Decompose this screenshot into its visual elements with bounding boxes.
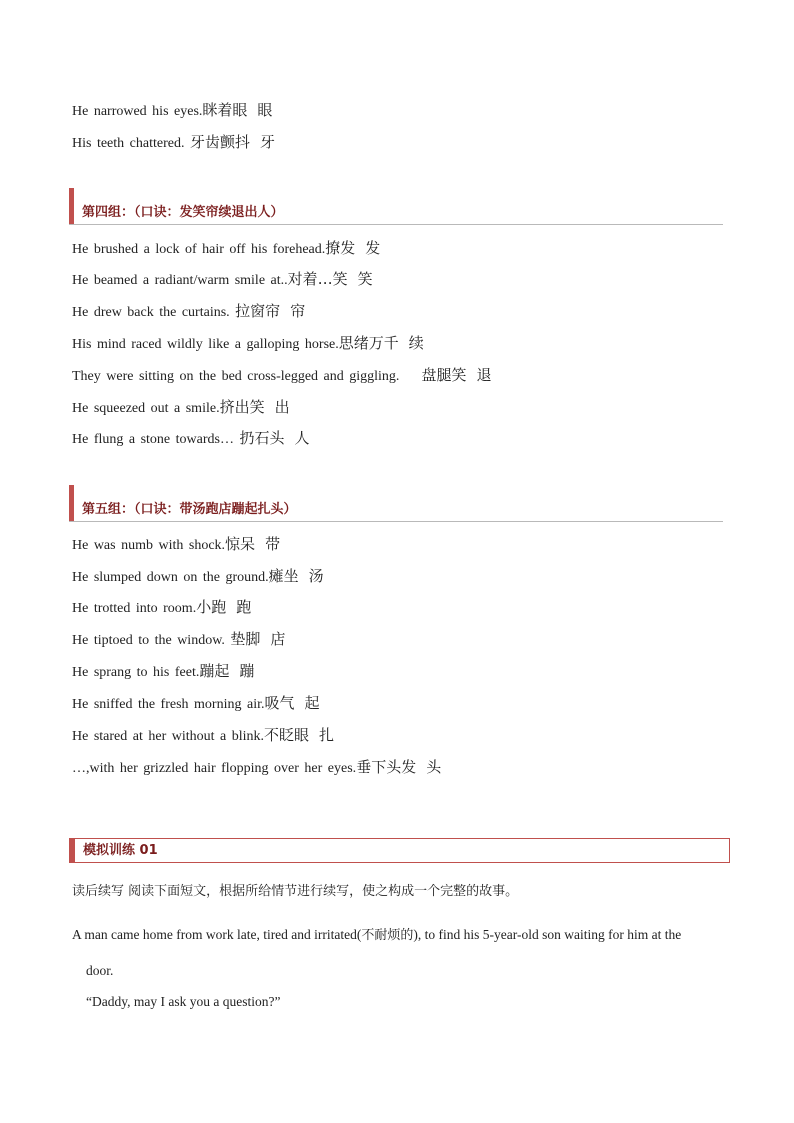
training-instruction: 读后续写 阅读下面短文，根据所给情节进行续写，使之构成一个完整的故事。 xyxy=(72,884,519,899)
sentence-key: 牙 xyxy=(259,133,275,151)
sentence-en: He sniffed the fresh morning air. xyxy=(72,697,265,712)
sentence-line xyxy=(72,597,251,619)
sentence-line xyxy=(72,132,275,154)
story-line: door. xyxy=(86,963,114,978)
sentence-cn: 小跑 xyxy=(196,598,227,616)
group4-title: 第四组：（口诀：发笑帘续退出人） xyxy=(82,205,284,220)
sentence-cn: 吸气 xyxy=(264,694,295,712)
sentence-cn: 撩发 xyxy=(325,239,356,257)
story-text: ), to find his 5-year-old son waiting for him at the xyxy=(413,927,682,942)
sentence-en: His teeth chattered. xyxy=(72,136,185,151)
story-gloss: 不耐烦的 xyxy=(361,928,414,943)
sentence-en: They were sitting on the bed cross-legged and giggling. xyxy=(72,369,400,384)
accent-bar xyxy=(70,839,75,862)
sentence-line xyxy=(72,333,424,355)
sentence-line xyxy=(72,365,491,387)
sentence-key: 笑 xyxy=(357,270,373,288)
sentence-en: He flung a stone towards… xyxy=(72,432,234,447)
sentence-en: His mind raced wildly like a galloping horse. xyxy=(72,337,339,352)
sentence-line xyxy=(72,100,272,122)
sentence-key: 起 xyxy=(304,694,320,712)
sentence-cn: 垂下头发 xyxy=(356,758,417,776)
sentence-cn: 不眨眼 xyxy=(264,726,310,744)
sentence-line xyxy=(72,301,305,323)
sentence-cn: 瘫坐 xyxy=(268,567,299,585)
accent-bar xyxy=(69,188,74,224)
sentence-cn: 对着…笑 xyxy=(287,270,348,288)
sentence-en: He stared at her without a blink. xyxy=(72,729,265,744)
group4-header xyxy=(69,188,723,225)
sentence-en: He squeezed out a smile. xyxy=(72,401,220,416)
sentence-key: 退 xyxy=(476,366,492,384)
sentence-line xyxy=(72,428,310,450)
story-quote: “Daddy, may I ask you a question?” xyxy=(86,994,281,1009)
sentence-en: He tiptoed to the window. xyxy=(72,633,225,648)
sentence-en: He was numb with shock. xyxy=(72,538,226,553)
sentence-cn: 眯着眼 xyxy=(202,101,248,119)
sentence-key: 帘 xyxy=(290,302,306,320)
sentence-key: 扎 xyxy=(319,726,335,744)
sentence-en: He brushed a lock of hair off his forehead. xyxy=(72,242,326,257)
accent-bar xyxy=(69,485,74,521)
group5-title: 第五组：（口诀：带汤跑店蹦起扎头） xyxy=(82,502,297,517)
sentence-key: 汤 xyxy=(308,567,324,585)
sentence-line xyxy=(72,534,280,556)
sentence-cn: 拉窗帘 xyxy=(235,302,281,320)
sentence-cn: 盘腿笑 xyxy=(421,366,467,384)
sentence-en: …,with her grizzled hair flopping over her eyes. xyxy=(72,761,357,776)
sentence-cn: 牙齿颤抖 xyxy=(189,133,250,151)
sentence-line xyxy=(72,269,373,291)
sentence-en: He narrowed his eyes. xyxy=(72,104,203,119)
sentence-en: He trotted into room. xyxy=(72,601,197,616)
sentence-line xyxy=(72,725,334,747)
sentence-line xyxy=(72,629,285,651)
sentence-cn: 思绪万千 xyxy=(338,334,399,352)
sentence-line xyxy=(72,693,320,715)
sentence-line xyxy=(72,397,290,419)
group5-header xyxy=(69,485,723,522)
sentence-line xyxy=(72,757,441,779)
story-paragraph xyxy=(72,925,681,946)
sentence-key: 续 xyxy=(408,334,424,352)
sentence-key: 带 xyxy=(265,535,281,553)
sentence-line xyxy=(72,661,254,683)
sentence-cn: 蹦起 xyxy=(199,662,230,680)
training-title: 模拟训练 01 xyxy=(83,843,158,858)
sentence-cn: 惊呆 xyxy=(225,535,256,553)
story-text: A man came home from work late, tired and irritated( xyxy=(72,927,362,942)
sentence-key: 头 xyxy=(426,758,442,776)
sentence-key: 出 xyxy=(274,398,290,416)
sentence-en: He drew back the curtains. xyxy=(72,305,230,320)
sentence-key: 跑 xyxy=(236,598,252,616)
training-header xyxy=(69,838,730,863)
sentence-en: He beamed a radiant/warm smile at.. xyxy=(72,273,288,288)
sentence-key: 发 xyxy=(365,239,381,257)
sentence-key: 眼 xyxy=(257,101,273,119)
sentence-line xyxy=(72,566,324,588)
sentence-en: He slumped down on the ground. xyxy=(72,570,269,585)
sentence-en: He sprang to his feet. xyxy=(72,665,200,680)
sentence-key: 店 xyxy=(270,630,286,648)
sentence-key: 蹦 xyxy=(239,662,255,680)
sentence-line xyxy=(72,238,380,260)
sentence-cn: 扔石头 xyxy=(239,429,285,447)
sentence-cn: 挤出笑 xyxy=(219,398,265,416)
sentence-cn: 垫脚 xyxy=(230,630,261,648)
sentence-key: 人 xyxy=(294,429,310,447)
